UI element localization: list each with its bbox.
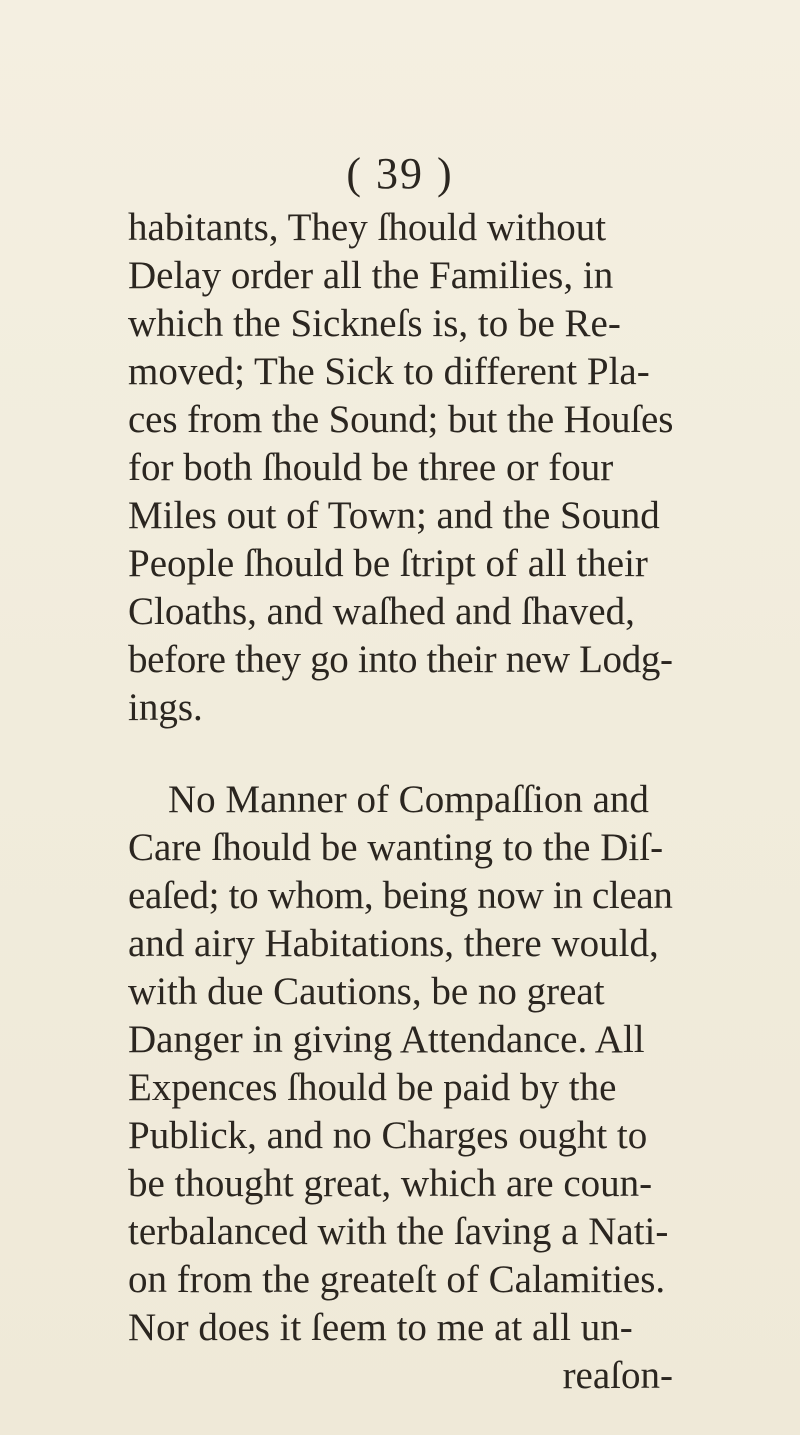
text-line: Care ſhould be wanting to the Diſ- xyxy=(128,826,664,869)
text-line: before they go into their new Lodg- xyxy=(128,638,673,681)
text-line: Publick, and no Charges ought to xyxy=(128,1114,648,1157)
text-line: eaſed; to whom, being now in clean xyxy=(128,874,673,917)
text-line: which the Sickneſs is, to be Re- xyxy=(128,302,621,345)
text-line: with due Cautions, be no great xyxy=(128,970,605,1013)
text-line: and airy Habitations, there would, xyxy=(128,922,659,965)
text-line: People ſhould be ſtript of all their xyxy=(128,542,648,585)
paragraph-gap xyxy=(128,732,673,776)
text-line: habitants, They ſhould without xyxy=(128,206,607,249)
text-line: for both ſhould be three or four xyxy=(128,446,614,489)
text-line: be thought great, which are coun- xyxy=(128,1162,653,1205)
text-line: on from the greateſt of Calamities. xyxy=(128,1258,666,1301)
text-line: No Manner of Compaſſion and xyxy=(168,778,649,821)
paragraph-2 xyxy=(128,776,673,1400)
text-line: ings. xyxy=(128,686,203,729)
text-line: Cloaths, and waſhed and ſhaved, xyxy=(128,590,635,633)
text-line: reaſon- xyxy=(562,1354,673,1397)
text-line: terbalanced with the ſaving a Nati- xyxy=(128,1210,669,1253)
text-line: Expences ſhould be paid by the xyxy=(128,1066,617,1109)
page-number: ( 39 ) xyxy=(346,149,454,198)
text-line: Miles out of Town; and the Sound xyxy=(128,494,660,537)
text-line: Danger in giving Attendance. All xyxy=(128,1018,645,1061)
text-line: moved; The Sick to different Pla- xyxy=(128,350,650,393)
text-line: ces from the Sound; but the Houſes xyxy=(128,398,674,441)
body-text xyxy=(128,204,673,1400)
text-line: Delay order all the Families, in xyxy=(128,254,614,297)
text-line: Nor does it ſeem to me at all un- xyxy=(128,1306,633,1349)
paragraph-1 xyxy=(128,204,673,732)
